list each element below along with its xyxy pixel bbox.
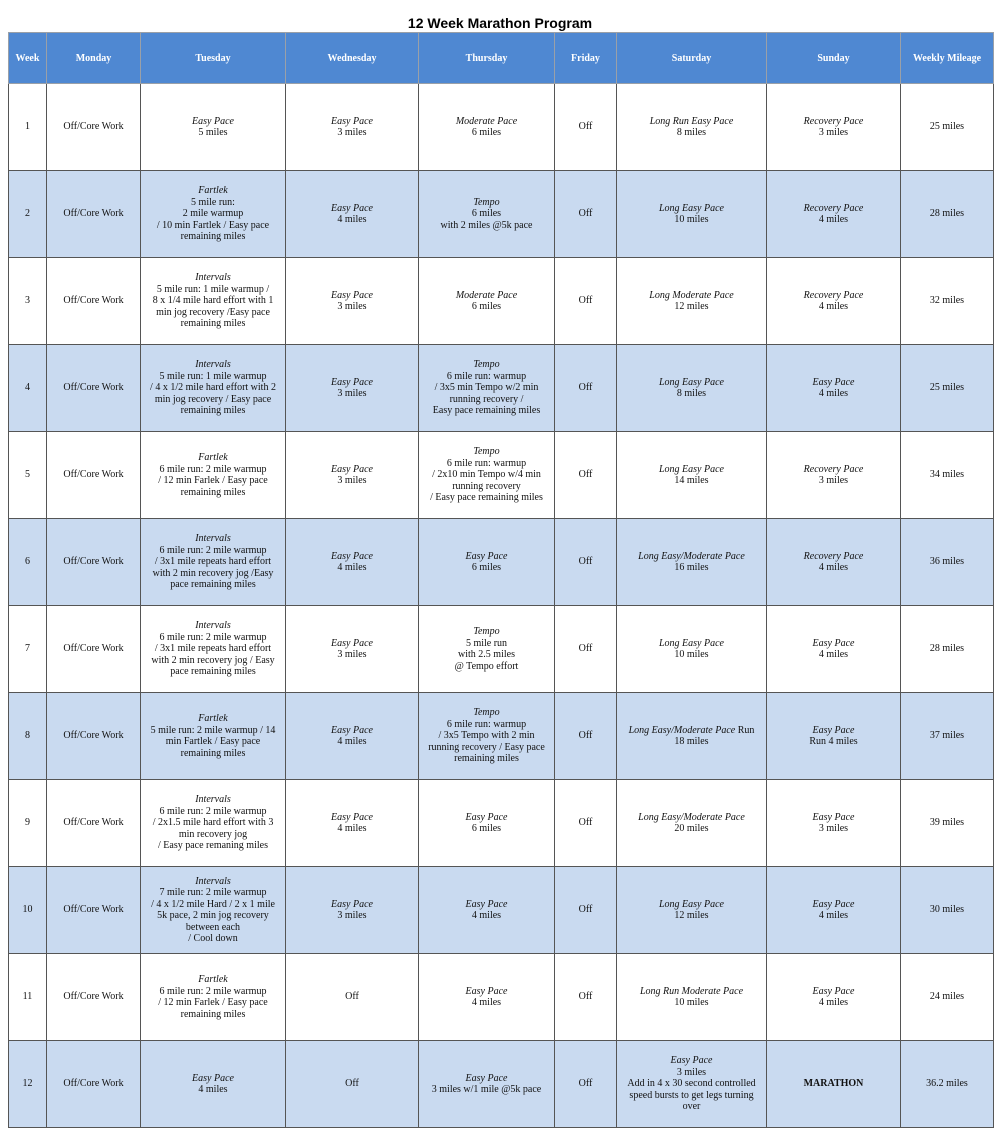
- workout-detail: 4 miles: [818, 910, 849, 921]
- workout-type: Long Easy Pace: [659, 898, 724, 910]
- monday-cell: Off/Core Work: [47, 867, 141, 954]
- week-row: [9, 519, 994, 606]
- wednesday-cell: [286, 867, 419, 954]
- wednesday-cell: [286, 432, 419, 519]
- saturday-cell: [617, 780, 767, 867]
- workout-detail: 6 mile run: 2 mile warmup / 3x1 mile repeats hard effort with 2 min recovery jog / Easy pace remaining miles: [151, 631, 275, 678]
- friday-cell: Off: [555, 954, 617, 1041]
- workout-type: Recovery Pace: [803, 550, 864, 562]
- workout-detail: 6 mile run: 2 mile warmup / 12 min Farlek / Easy pace remaining miles: [158, 463, 268, 498]
- workout-detail: 3 miles: [337, 301, 367, 312]
- saturday-cell: [617, 258, 767, 345]
- thursday-cell: [419, 345, 555, 432]
- friday-cell: Off: [555, 867, 617, 954]
- workout-detail: 6 mile run: warmup / 2x10 min Tempo w/4 min running recovery / Easy pace remaining miles: [430, 457, 543, 504]
- workout-detail: 6 mile run: 2 mile warmup / 12 min Farlek / Easy pace remaining miles: [158, 985, 268, 1020]
- thursday-cell: [419, 84, 555, 171]
- workout-type: Easy Pace: [465, 550, 508, 562]
- workout-detail: Run 4 miles: [809, 736, 858, 747]
- workout-detail: 6 mile run: 2 mile warmup / 3x1 mile repeats hard effort with 2 min recovery jog /Easy pace remaining miles: [152, 544, 274, 591]
- weekly-mileage-cell: 28 miles: [901, 606, 994, 693]
- workout-detail: 4 miles: [471, 997, 502, 1008]
- workout-type: Easy Pace: [192, 1072, 234, 1084]
- column-header-monday: Monday: [47, 33, 141, 84]
- workout-type: Fartlek: [198, 185, 228, 197]
- workout-detail: MARATHON: [803, 1078, 864, 1090]
- workout-type: Easy Pace: [331, 811, 373, 823]
- workout-detail: 3 miles Add in 4 x 30 second controlled speed bursts to get legs turning over: [627, 1066, 756, 1113]
- workout-detail: Off: [345, 1078, 359, 1090]
- week-row: [9, 954, 994, 1041]
- friday-cell: Off: [555, 258, 617, 345]
- column-header-friday: Friday: [555, 33, 617, 84]
- workout-detail: 4 miles: [337, 736, 367, 747]
- workout-type: Easy Pace: [331, 376, 373, 388]
- thursday-cell: [419, 519, 555, 606]
- workout-detail: 4 miles: [818, 649, 849, 660]
- workout-detail: 18 miles: [674, 736, 709, 747]
- week-number-cell: 8: [9, 693, 47, 780]
- monday-cell: Off/Core Work: [47, 84, 141, 171]
- week-row: [9, 432, 994, 519]
- friday-cell: Off: [555, 693, 617, 780]
- week-number-cell: 6: [9, 519, 47, 606]
- thursday-cell: [419, 1041, 555, 1128]
- monday-cell: Off/Core Work: [47, 345, 141, 432]
- wednesday-cell: [286, 1041, 419, 1128]
- friday-cell: Off: [555, 1041, 617, 1128]
- friday-cell: Off: [555, 780, 617, 867]
- workout-type: Easy Pace: [812, 898, 855, 910]
- week-number-cell: 12: [9, 1041, 47, 1128]
- workout-type: Easy Pace: [331, 115, 373, 127]
- saturday-cell: [617, 84, 767, 171]
- column-header-thursday: Thursday: [419, 33, 555, 84]
- weekly-mileage-cell: 30 miles: [901, 867, 994, 954]
- workout-detail: 4 miles: [818, 301, 849, 312]
- workout-detail: 3 miles: [818, 127, 849, 138]
- monday-cell: Off/Core Work: [47, 432, 141, 519]
- week-number-cell: 3: [9, 258, 47, 345]
- workout-type: Tempo: [473, 359, 500, 371]
- workout-detail: 6 mile run: warmup / 3x5 Tempo with 2 min running recovery / Easy pace remaining miles: [428, 718, 545, 765]
- workout-type: Easy Pace: [331, 463, 373, 475]
- weekly-mileage-cell: 25 miles: [901, 84, 994, 171]
- workout-detail: 3 miles: [337, 388, 367, 399]
- workout-type: Easy Pace: [812, 811, 855, 823]
- saturday-cell: [617, 606, 767, 693]
- sunday-cell: [767, 345, 901, 432]
- workout-detail: 4 miles: [337, 823, 367, 834]
- column-header-wednesday: Wednesday: [286, 33, 419, 84]
- monday-cell: Off/Core Work: [47, 519, 141, 606]
- workout-detail: 3 miles: [337, 127, 367, 138]
- monday-cell: Off/Core Work: [47, 258, 141, 345]
- workout-detail: 10 miles: [674, 649, 709, 660]
- friday-cell: Off: [555, 606, 617, 693]
- workout-type: Recovery Pace: [803, 115, 864, 127]
- workout-type: Easy Pace: [331, 724, 373, 736]
- thursday-cell: [419, 954, 555, 1041]
- week-row: [9, 258, 994, 345]
- week-number-cell: 5: [9, 432, 47, 519]
- sunday-cell: [767, 171, 901, 258]
- workout-type-suffix: Run: [735, 724, 755, 736]
- friday-cell: Off: [555, 432, 617, 519]
- workout-detail: 14 miles: [674, 475, 709, 486]
- workout-detail: 5 mile run: 1 mile warmup / 4 x 1/2 mile hard effort with 2 min jog recovery / Easy pace remaining miles: [150, 370, 276, 417]
- workout-detail: 4 miles: [471, 910, 502, 921]
- tuesday-cell: [141, 693, 286, 780]
- workout-type: Recovery Pace: [803, 289, 864, 301]
- workout-detail: 10 miles: [674, 214, 709, 225]
- monday-cell: Off/Core Work: [47, 171, 141, 258]
- wednesday-cell: [286, 171, 419, 258]
- wednesday-cell: [286, 954, 419, 1041]
- workout-type: Tempo: [473, 707, 500, 719]
- workout-detail: 12 miles: [674, 910, 709, 921]
- sunday-cell: [767, 780, 901, 867]
- workout-type: Tempo: [473, 196, 500, 208]
- wednesday-cell: [286, 519, 419, 606]
- workout-detail: 4 miles: [818, 997, 849, 1008]
- workout-detail: 6 mile run: 2 mile warmup / 2x1.5 mile hard effort with 3 min recovery jog / Easy pace remaning miles: [152, 805, 274, 852]
- tuesday-cell: [141, 954, 286, 1041]
- workout-type: Long Easy/Moderate Pace: [638, 811, 745, 823]
- workout-detail: 5 miles: [198, 127, 228, 138]
- workout-detail: 5 mile run: 1 mile warmup / 8 x 1/4 mile hard effort with 1 min jog recovery /Easy pace remaining miles: [152, 283, 274, 330]
- column-header-sunday: Sunday: [767, 33, 901, 84]
- friday-cell: Off: [555, 84, 617, 171]
- workout-detail: 6 miles: [471, 127, 502, 138]
- header-row: [9, 33, 994, 84]
- tuesday-cell: [141, 519, 286, 606]
- workout-detail: 6 miles: [471, 562, 502, 573]
- workout-type: Easy Pace: [465, 1072, 508, 1084]
- thursday-cell: [419, 258, 555, 345]
- workout-type: Easy Pace: [465, 811, 508, 823]
- workout-type: Tempo: [473, 446, 500, 458]
- workout-type: Fartlek: [198, 452, 228, 463]
- workout-detail: 12 miles: [674, 301, 709, 312]
- weekly-mileage-cell: 28 miles: [901, 171, 994, 258]
- workout-detail: 6 miles: [471, 301, 502, 312]
- sunday-cell: [767, 1041, 901, 1128]
- workout-type: Moderate Pace: [455, 289, 518, 301]
- workout-type: Long Easy/Moderate Pace: [638, 550, 745, 562]
- workout-type: Intervals: [195, 272, 231, 284]
- tuesday-cell: [141, 606, 286, 693]
- workout-detail: 4 miles: [818, 388, 849, 399]
- sunday-cell: [767, 693, 901, 780]
- workout-detail: 10 miles: [674, 997, 709, 1008]
- sunday-cell: [767, 258, 901, 345]
- workout-type: Easy Pace: [331, 202, 373, 214]
- workout-type: Long Easy Pace: [659, 463, 724, 475]
- workout-detail: 4 miles: [818, 214, 849, 225]
- monday-cell: Off/Core Work: [47, 780, 141, 867]
- workout-type: Long Moderate Pace: [649, 289, 734, 301]
- monday-cell: Off/Core Work: [47, 1041, 141, 1128]
- workout-detail: 5 mile run with 2.5 miles @ Tempo effort: [454, 637, 519, 672]
- workout-type: Easy Pace: [812, 376, 855, 388]
- thursday-cell: [419, 780, 555, 867]
- workout-type: Easy Pace: [331, 637, 373, 649]
- weekly-mileage-cell: 24 miles: [901, 954, 994, 1041]
- workout-type: Long Easy Pace: [659, 376, 724, 388]
- weekly-mileage-cell: 37 miles: [901, 693, 994, 780]
- sunday-cell: [767, 606, 901, 693]
- column-header-tuesday: Tuesday: [141, 33, 286, 84]
- week-row: [9, 780, 994, 867]
- saturday-cell: [617, 954, 767, 1041]
- workout-detail: 20 miles: [674, 823, 709, 834]
- schedule-body: [9, 84, 994, 1128]
- workout-detail: 6 mile run: warmup / 3x5 min Tempo w/2 min running recovery / Easy pace remaining miles: [432, 370, 541, 417]
- weekly-mileage-cell: 34 miles: [901, 432, 994, 519]
- workout-type: Long Easy Pace: [659, 637, 724, 649]
- workout-detail: Off: [345, 991, 359, 1003]
- workout-detail: 7 mile run: 2 mile warmup / 4 x 1/2 mile Hard / 2 x 1 mile 5k pace, 2 min jog recovery between each / Cool down: [151, 887, 275, 944]
- monday-cell: Off/Core Work: [47, 606, 141, 693]
- workout-detail: 4 miles: [337, 562, 367, 573]
- workout-detail: 5 mile run: 2 mile warmup / 14 min Fartlek / Easy pace remaining miles: [150, 724, 276, 759]
- thursday-cell: [419, 693, 555, 780]
- friday-cell: Off: [555, 519, 617, 606]
- saturday-cell: [617, 693, 767, 780]
- week-number-cell: 7: [9, 606, 47, 693]
- workout-type: Intervals: [195, 533, 231, 545]
- workout-detail: 16 miles: [674, 562, 709, 573]
- wednesday-cell: [286, 693, 419, 780]
- thursday-cell: [419, 867, 555, 954]
- tuesday-cell: [141, 867, 286, 954]
- tuesday-cell: [141, 84, 286, 171]
- workout-detail: 6 miles with 2 miles @5k pace: [440, 208, 533, 231]
- week-row: [9, 693, 994, 780]
- week-row: [9, 84, 994, 171]
- workout-type-label: Long Easy/Moderate Pace: [628, 724, 736, 736]
- workout-detail: 3 miles: [337, 649, 367, 660]
- friday-cell: Off: [555, 345, 617, 432]
- weekly-mileage-cell: 36.2 miles: [901, 1041, 994, 1128]
- workout-type: Easy Pace: [812, 637, 855, 649]
- thursday-cell: [419, 432, 555, 519]
- tuesday-cell: [141, 258, 286, 345]
- workout-detail: 4 miles: [198, 1084, 228, 1095]
- workout-detail: 6 miles: [471, 823, 502, 834]
- tuesday-cell: [141, 1041, 286, 1128]
- workout-detail: 3 miles: [337, 475, 367, 486]
- workout-type: Intervals: [195, 875, 231, 887]
- workout-detail: 3 miles: [337, 910, 367, 921]
- workout-type: Easy Pace: [465, 985, 508, 997]
- sunday-cell: [767, 867, 901, 954]
- workout-type: Moderate Pace: [455, 115, 518, 127]
- workout-type: [621, 725, 762, 737]
- marathon-schedule-table: [8, 32, 994, 1128]
- workout-type: Easy Pace: [812, 985, 855, 997]
- workout-type: Fartlek: [198, 713, 228, 724]
- workout-detail: 8 miles: [676, 388, 707, 399]
- thursday-cell: [419, 606, 555, 693]
- workout-detail: 3 miles: [818, 475, 849, 486]
- weekly-mileage-cell: 39 miles: [901, 780, 994, 867]
- monday-cell: Off/Core Work: [47, 954, 141, 1041]
- thursday-cell: [419, 171, 555, 258]
- workout-detail: 8 miles: [676, 127, 707, 138]
- workout-detail: 5 mile run: 2 mile warmup / 10 min Fartlek / Easy pace remaining miles: [156, 196, 270, 243]
- saturday-cell: [617, 171, 767, 258]
- week-number-cell: 10: [9, 867, 47, 954]
- column-header-week: Week: [9, 33, 47, 84]
- workout-type: Intervals: [195, 359, 231, 371]
- weekly-mileage-cell: 36 miles: [901, 519, 994, 606]
- wednesday-cell: [286, 258, 419, 345]
- wednesday-cell: [286, 345, 419, 432]
- column-header-saturday: Saturday: [617, 33, 767, 84]
- sunday-cell: [767, 519, 901, 606]
- workout-type: Fartlek: [198, 974, 228, 985]
- week-row: [9, 171, 994, 258]
- workout-type: Long Easy Pace: [659, 202, 724, 214]
- weekly-mileage-cell: 32 miles: [901, 258, 994, 345]
- tuesday-cell: [141, 171, 286, 258]
- wednesday-cell: [286, 606, 419, 693]
- workout-type: Long Run Moderate Pace: [639, 985, 744, 997]
- workout-type: Tempo: [473, 626, 500, 637]
- week-number-cell: 4: [9, 345, 47, 432]
- week-row: [9, 606, 994, 693]
- monday-cell: Off/Core Work: [47, 693, 141, 780]
- week-row: [9, 345, 994, 432]
- tuesday-cell: [141, 432, 286, 519]
- workout-detail: 4 miles: [337, 214, 367, 225]
- week-number-cell: 2: [9, 171, 47, 258]
- week-number-cell: 11: [9, 954, 47, 1041]
- sunday-cell: [767, 954, 901, 1041]
- workout-type: Easy Pace: [192, 115, 234, 127]
- workout-type: Easy Pace: [465, 898, 508, 910]
- wednesday-cell: [286, 780, 419, 867]
- column-header-weekly-mileage: Weekly Mileage: [901, 33, 994, 84]
- tuesday-cell: [141, 345, 286, 432]
- friday-cell: Off: [555, 171, 617, 258]
- weekly-mileage-cell: 25 miles: [901, 345, 994, 432]
- week-row: [9, 867, 994, 954]
- workout-detail: 4 miles: [818, 562, 849, 573]
- workout-type: Recovery Pace: [803, 463, 864, 475]
- week-number-cell: 9: [9, 780, 47, 867]
- workout-detail: 3 miles w/1 mile @5k pace: [431, 1084, 542, 1095]
- wednesday-cell: [286, 84, 419, 171]
- saturday-cell: [617, 345, 767, 432]
- workout-detail: 3 miles: [818, 823, 849, 834]
- tuesday-cell: [141, 780, 286, 867]
- week-number-cell: 1: [9, 84, 47, 171]
- workout-type: Recovery Pace: [803, 202, 864, 214]
- workout-type: Easy Pace: [331, 898, 373, 910]
- page-title: 12 Week Marathon Program: [407, 15, 593, 31]
- workout-type: Intervals: [195, 794, 231, 806]
- sunday-cell: [767, 432, 901, 519]
- workout-type: Easy Pace: [812, 724, 855, 736]
- saturday-cell: [617, 867, 767, 954]
- saturday-cell: [617, 432, 767, 519]
- saturday-cell: [617, 1041, 767, 1128]
- week-row: [9, 1041, 994, 1128]
- workout-type: Easy Pace: [670, 1055, 713, 1067]
- workout-type: Easy Pace: [331, 550, 373, 562]
- saturday-cell: [617, 519, 767, 606]
- workout-type: Long Run Easy Pace: [649, 115, 734, 127]
- sunday-cell: [767, 84, 901, 171]
- workout-type: Intervals: [195, 620, 231, 632]
- workout-type: Easy Pace: [331, 289, 373, 301]
